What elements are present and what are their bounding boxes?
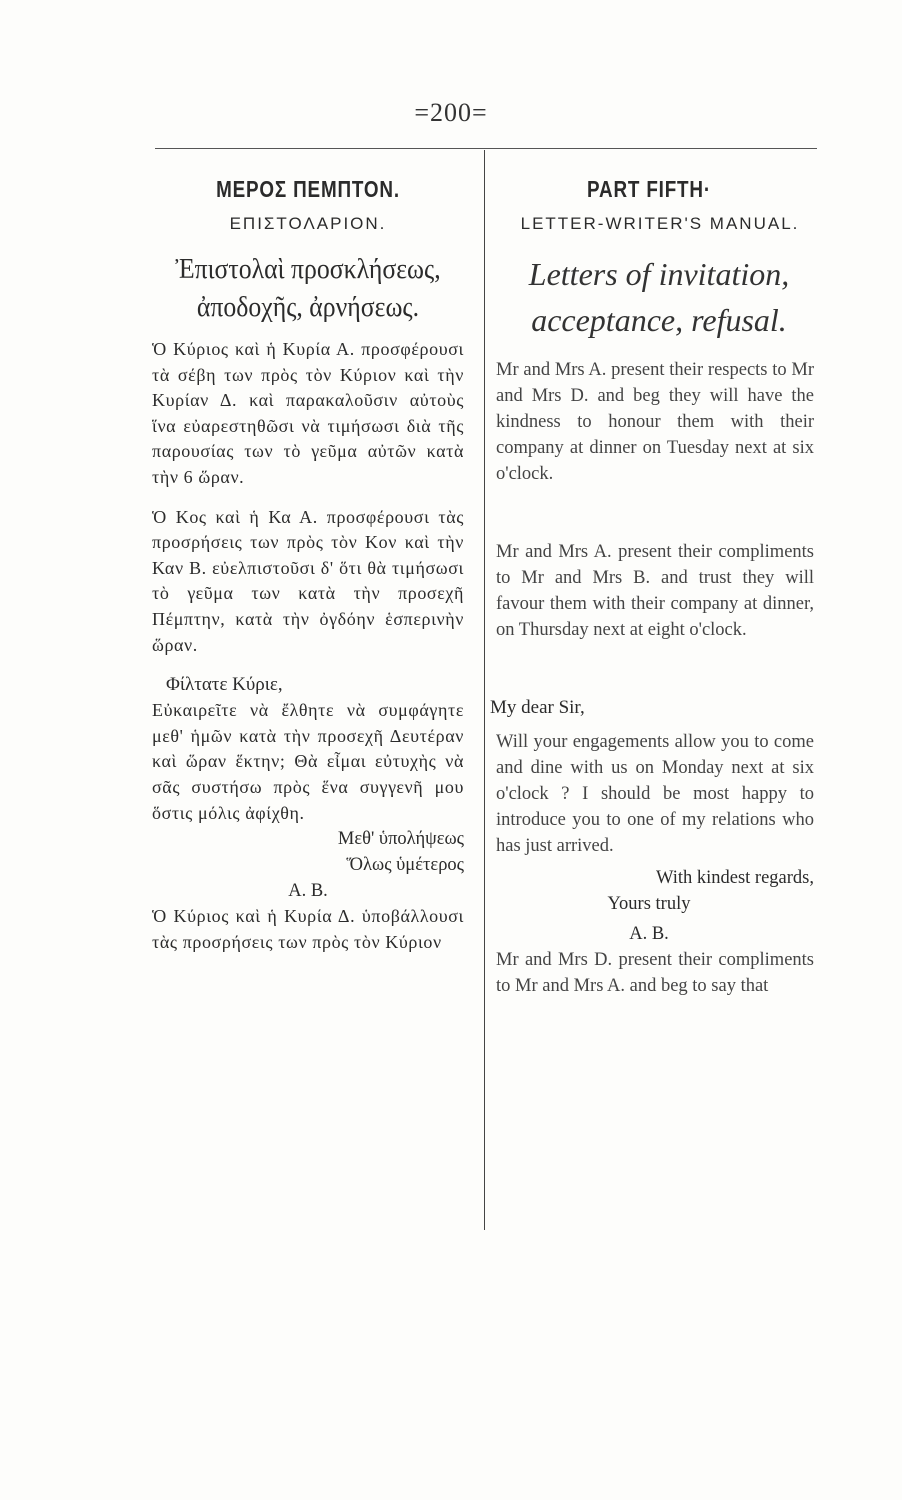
greek-signature: Α. Β. bbox=[288, 881, 328, 902]
english-letter-3: Will your engagements allow you to come and dine with us on Monday next at six o'clock ? I should be most happy to introduce you to one of my relations who has just arrived. bbox=[496, 732, 814, 856]
greek-closing-2: Ὅλως ὑμέτερος bbox=[346, 855, 464, 876]
greek-part-heading: ΜΕΡΟΣ ΠΕΜΠΤΟΝ. bbox=[216, 176, 400, 202]
greek-section-heading: ΕΠΙΣΤΟΛΑΡΙΟΝ. bbox=[229, 214, 387, 233]
greek-letter-2: Ὁ Κος καὶ ἡ Κα Α. προσφέρουσι τὰς προσρήσεις των πρὸς τὸν Κον καὶ τὴν Καν Β. εὐελπιστοῦσι δ' ὅτι θὰ τιμήσωσι τὸ γεῦμα των κατὰ τὴν προσεχῆ Πέμπτην, κατὰ τὴν ὀγδόην ἑσπερινὴν ὥραν. bbox=[152, 506, 464, 655]
english-closing-1: With kindest regards, bbox=[655, 868, 814, 888]
english-letter-2: Mr and Mrs A. present their compliments to Mr and Mrs B. and trust they will favour them with their company at dinner, on Thursday next at eight o'clock. bbox=[496, 542, 814, 640]
header-rule bbox=[155, 148, 817, 149]
english-letter-1: Mr and Mrs A. present their respects to Mr and Mrs D. and beg they will have the kindness to honour them with their company at dinner on Tuesday next at six o'clock. bbox=[496, 360, 814, 484]
greek-letter-4: Ὁ Κύριος καὶ ἡ Κυρία Δ. ὑποβάλλουσι τὰς προσρήσεις των πρὸς τὸν Κύριον bbox=[152, 906, 464, 952]
english-signature: A. B. bbox=[629, 924, 669, 944]
greek-letter-3: Εὐκαιρεῖτε νὰ ἔλθητε νὰ συμφάγητε μεθ' ἡμῶν κατὰ τὴν προσεχῆ Δευτέραν καὶ ὥραν ἕκτην; Θὰ εἶμαι εὐτυχὴς νὰ σᾶς συστήσω πρὸς ἕνα συγγενῆ μου ὅστις μόλις ἀφίχθη. bbox=[152, 700, 464, 823]
greek-salutation: Φίλτατε Κύριε, bbox=[166, 674, 283, 696]
english-letter-4: Mr and Mrs D. present their compliments to Mr and Mrs A. and beg to say that bbox=[496, 950, 814, 996]
english-section-heading: LETTER-WRITER'S MANUAL. bbox=[520, 214, 800, 233]
english-column bbox=[484, 168, 814, 999]
english-title: Letters of invitation, acceptance, refusal. bbox=[528, 256, 790, 338]
english-salutation: My dear Sir, bbox=[490, 697, 585, 718]
greek-title: Ἐπιστολαὶ προσκλήσεως, ἀποδοχῆς, ἀρνήσεως. bbox=[175, 254, 441, 323]
greek-letter-1: Ὁ Κύριος καὶ ἡ Κυρία Α. προσφέρουσι τὰ σέβη των πρὸς τὸν Κύριον καὶ τὴν Κυρίαν Δ. καὶ παρακαλοῦσιν αὐτοὺς ἵνα εὐαρεστηθῶσι νὰ τιμήσωσι διὰ τῆς παρουσίας των τὸ γεῦμα αὐτῶν κατὰ τὴν 6 ὥραν. bbox=[152, 339, 464, 487]
english-closing-2: Yours truly bbox=[607, 894, 691, 914]
greek-column bbox=[152, 168, 464, 955]
greek-closing-1: Μεθ' ὑπολήψεως bbox=[337, 829, 464, 850]
english-part-heading: PART FIFTH· bbox=[587, 176, 711, 202]
page-number: =200= bbox=[414, 98, 488, 127]
